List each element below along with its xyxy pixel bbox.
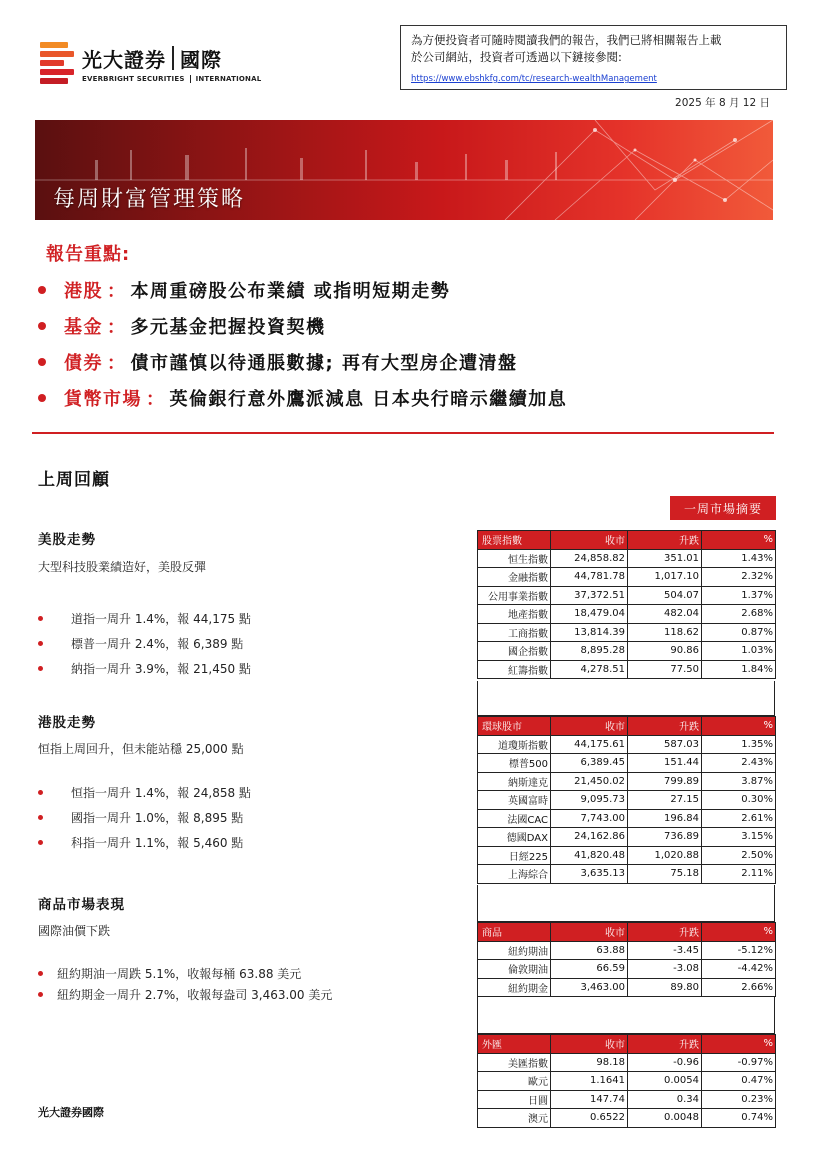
column-header: %	[702, 531, 776, 550]
table-cell: 國企指數	[478, 642, 551, 661]
table-cell: 地產指數	[478, 605, 551, 624]
table-cell: 0.23%	[702, 1090, 776, 1109]
table-cell: 0.87%	[702, 623, 776, 642]
column-header: 收市	[551, 923, 628, 942]
stock-index-table	[477, 530, 776, 679]
column-header: %	[702, 923, 776, 942]
table-row	[478, 1072, 776, 1091]
table-cell: 27.15	[628, 791, 702, 810]
table-row	[478, 549, 776, 568]
table-row	[478, 865, 776, 884]
banner-title: 每周財富管理策略	[53, 187, 246, 212]
table-cell: 1,020.88	[628, 846, 702, 865]
table-cell: 0.30%	[702, 791, 776, 810]
table-cell: 2.68%	[702, 605, 776, 624]
table-cell: 0.74%	[702, 1109, 776, 1128]
table-cell: 18,479.04	[551, 605, 628, 624]
table-cell: 3.15%	[702, 828, 776, 847]
hk-market-title: 港股走勢	[38, 715, 96, 731]
table-row	[478, 1109, 776, 1128]
report-date: 2025 年 8 月 12 日	[675, 97, 770, 109]
table-cell: 21,450.02	[551, 772, 628, 791]
fx-table	[477, 1034, 776, 1128]
highlight-text: 英倫銀行意外鷹派減息 日本央行暗示繼續加息	[169, 389, 568, 410]
table-row	[478, 791, 776, 810]
table-cell: 美匯指數	[478, 1053, 551, 1072]
table-cell: 66.59	[551, 960, 628, 979]
table-row	[478, 828, 776, 847]
table-header-row	[478, 531, 776, 550]
table-row	[478, 1090, 776, 1109]
table-cell: 公用事業指數	[478, 586, 551, 605]
column-header: %	[702, 717, 776, 736]
list-item: 紐約期油一周跌 5.1%，收報每桶 63.88 美元	[38, 963, 332, 984]
market-summary-label: 一周市場摘要	[670, 496, 776, 520]
company-logo	[40, 42, 261, 84]
table-cell: 504.07	[628, 586, 702, 605]
bullet-icon	[38, 971, 43, 976]
table-cell: 118.62	[628, 623, 702, 642]
table-cell: 736.89	[628, 828, 702, 847]
table-header-row	[478, 923, 776, 942]
highlight-label: 基金	[64, 317, 103, 338]
table-row	[478, 1053, 776, 1072]
logo-cn-text: 光大證券	[82, 47, 166, 72]
table-spacer	[477, 885, 775, 922]
table-spacer	[477, 681, 775, 716]
list-item: 科指一周升 1.1%，報 5,460 點	[38, 830, 251, 855]
list-item: 標普一周升 2.4%，報 6,389 點	[38, 631, 251, 656]
table-row	[478, 809, 776, 828]
column-header: 升跌	[628, 717, 702, 736]
column-header: 升跌	[628, 1035, 702, 1054]
commodity-table	[477, 922, 776, 997]
highlight-label: 港股	[64, 281, 103, 302]
bullet-icon	[38, 616, 43, 621]
table-spacer	[477, 996, 775, 1034]
table-cell: 1,017.10	[628, 568, 702, 587]
highlight-label: 債券	[64, 353, 103, 374]
bullet-icon	[38, 358, 46, 366]
notice-line-1: 為方便投資者可隨時閱讀我們的報告，我們已將相關報告上載	[411, 33, 722, 47]
column-header: 收市	[551, 717, 628, 736]
table-cell: -3.08	[628, 960, 702, 979]
us-market-bullets	[38, 606, 251, 681]
table-cell: 37,372.51	[551, 586, 628, 605]
table-cell: -4.42%	[702, 960, 776, 979]
table-cell: 2.11%	[702, 865, 776, 884]
table-cell: 0.0054	[628, 1072, 702, 1091]
column-header: 收市	[551, 531, 628, 550]
column-header: 外匯	[478, 1035, 551, 1054]
table-cell: 98.18	[551, 1053, 628, 1072]
table-cell: -5.12%	[702, 941, 776, 960]
table-cell: 倫敦期油	[478, 960, 551, 979]
table-cell: 6,389.45	[551, 754, 628, 773]
global-market-table	[477, 716, 776, 884]
table-cell: 日圓	[478, 1090, 551, 1109]
table-cell: 3,635.13	[551, 865, 628, 884]
table-cell: 金融指數	[478, 568, 551, 587]
table-row	[478, 754, 776, 773]
table-cell: 90.86	[628, 642, 702, 661]
bullet-icon	[38, 790, 43, 795]
table-cell: 3.87%	[702, 772, 776, 791]
table-cell: -3.45	[628, 941, 702, 960]
table-cell: 44,781.78	[551, 568, 628, 587]
bullet-icon	[38, 840, 43, 845]
table-cell: 工商指數	[478, 623, 551, 642]
list-item: 納指一周升 3.9%，報 21,450 點	[38, 656, 251, 681]
table-cell: 0.0048	[628, 1109, 702, 1128]
footer-company-name: 光大證券國際	[38, 1106, 104, 1119]
table-cell: 1.43%	[702, 549, 776, 568]
bullet-icon	[38, 666, 43, 671]
table-cell: 77.50	[628, 660, 702, 679]
hk-market-summary: 恒指上周回升，但未能站穩 25,000 點	[38, 742, 244, 756]
highlight-item: 基金 ： 多元基金把握投資契機	[38, 308, 567, 344]
highlights-list	[38, 272, 567, 416]
table-cell: 0.6522	[551, 1109, 628, 1128]
bullet-icon	[38, 641, 43, 646]
column-header: %	[702, 1035, 776, 1054]
table-cell: 法國CAC	[478, 809, 551, 828]
highlight-text: 債市謹慎以待通脹數據; 再有大型房企遭清盤	[130, 353, 518, 374]
table-cell: 標普500	[478, 754, 551, 773]
column-header: 商品	[478, 923, 551, 942]
table-row	[478, 978, 776, 997]
list-item: 恒指一周升 1.4%，報 24,858 點	[38, 780, 251, 805]
logo-en-text: EVERBRIGHT SECURITIES	[82, 74, 185, 83]
table-row	[478, 660, 776, 679]
website-notice-box	[400, 25, 787, 90]
logo-cn-text-2: 國際	[180, 47, 222, 72]
bullet-icon	[38, 286, 46, 294]
table-cell: 1.84%	[702, 660, 776, 679]
logo-en-text-2: INTERNATIONAL	[195, 74, 262, 83]
highlights-heading: 報告重點:	[46, 244, 131, 265]
table-cell: 英國富時	[478, 791, 551, 810]
bullet-icon	[38, 322, 46, 330]
table-cell: 恒生指數	[478, 549, 551, 568]
table-cell: -0.97%	[702, 1053, 776, 1072]
table-cell: 2.32%	[702, 568, 776, 587]
table-cell: 13,814.39	[551, 623, 628, 642]
table-row	[478, 960, 776, 979]
table-row	[478, 605, 776, 624]
table-row	[478, 586, 776, 605]
table-cell: 63.88	[551, 941, 628, 960]
table-cell: 89.80	[628, 978, 702, 997]
table-cell: 9,095.73	[551, 791, 628, 810]
table-cell: 7,743.00	[551, 809, 628, 828]
table-cell: -0.96	[628, 1053, 702, 1072]
table-cell: 4,278.51	[551, 660, 628, 679]
hk-market-bullets	[38, 780, 251, 855]
column-header: 收市	[551, 1035, 628, 1054]
table-cell: 紐約期油	[478, 941, 551, 960]
table-cell: 澳元	[478, 1109, 551, 1128]
table-cell: 41,820.48	[551, 846, 628, 865]
table-cell: 799.89	[628, 772, 702, 791]
table-cell: 1.37%	[702, 586, 776, 605]
table-cell: 日經225	[478, 846, 551, 865]
column-header: 股票指數	[478, 531, 551, 550]
column-header: 升跌	[628, 923, 702, 942]
us-market-summary: 大型科技股業績造好，美股反彈	[38, 560, 207, 574]
notice-line-2: 於公司網站，投資者可透過以下鏈接參閱:	[411, 50, 622, 64]
table-cell: 0.34	[628, 1090, 702, 1109]
commodity-summary: 國際油價下跌	[38, 924, 111, 938]
table-row	[478, 735, 776, 754]
table-row	[478, 772, 776, 791]
bullet-icon	[38, 992, 43, 997]
table-row	[478, 846, 776, 865]
highlight-text: 本周重磅股公布業績 或指明短期走勢	[130, 281, 451, 302]
table-cell: 0.47%	[702, 1072, 776, 1091]
commodity-bullets	[38, 963, 332, 1005]
table-cell: 351.01	[628, 549, 702, 568]
table-cell: 24,162.86	[551, 828, 628, 847]
commodity-title: 商品市場表現	[38, 897, 125, 913]
table-cell: 1.1641	[551, 1072, 628, 1091]
table-row	[478, 568, 776, 587]
table-row	[478, 642, 776, 661]
table-cell: 2.66%	[702, 978, 776, 997]
section-divider	[32, 432, 774, 434]
table-cell: 納斯達克	[478, 772, 551, 791]
table-cell: 147.74	[551, 1090, 628, 1109]
table-cell: 歐元	[478, 1072, 551, 1091]
table-cell: 紐約期金	[478, 978, 551, 997]
bullet-icon	[38, 815, 43, 820]
column-header: 環球股市	[478, 717, 551, 736]
table-cell: 紅籌指數	[478, 660, 551, 679]
table-cell: 上海綜合	[478, 865, 551, 884]
table-cell: 24,858.82	[551, 549, 628, 568]
table-cell: 3,463.00	[551, 978, 628, 997]
list-item: 道指一周升 1.4%，報 44,175 點	[38, 606, 251, 631]
list-item: 紐約期金一周升 2.7%，收報每盎司 3,463.00 美元	[38, 984, 332, 1005]
table-cell: 2.50%	[702, 846, 776, 865]
highlight-item: 債券 ： 債市謹慎以待通脹數據; 再有大型房企遭清盤	[38, 344, 567, 380]
table-cell: 44,175.61	[551, 735, 628, 754]
logo-mark-icon	[40, 42, 74, 84]
highlight-label: 貨幣市場	[64, 389, 142, 410]
report-banner	[35, 120, 773, 220]
highlight-text: 多元基金把握投資契機	[130, 317, 326, 338]
table-cell: 1.35%	[702, 735, 776, 754]
table-cell: 1.03%	[702, 642, 776, 661]
research-link[interactable]: https://www.ebshkfg.com/tc/research-wealthManagement	[411, 74, 657, 84]
table-cell: 8,895.28	[551, 642, 628, 661]
table-cell: 2.43%	[702, 754, 776, 773]
table-cell: 2.61%	[702, 809, 776, 828]
table-cell: 151.44	[628, 754, 702, 773]
table-cell: 587.03	[628, 735, 702, 754]
highlight-item: 貨幣市場 ： 英倫銀行意外鷹派減息 日本央行暗示繼續加息	[38, 380, 567, 416]
table-cell: 196.84	[628, 809, 702, 828]
table-header-row	[478, 1035, 776, 1054]
bullet-icon	[38, 394, 46, 402]
table-row	[478, 623, 776, 642]
table-cell: 75.18	[628, 865, 702, 884]
table-row	[478, 941, 776, 960]
list-item: 國指一周升 1.0%，報 8,895 點	[38, 805, 251, 830]
table-cell: 482.04	[628, 605, 702, 624]
table-cell: 道瓊斯指數	[478, 735, 551, 754]
review-title: 上周回顧	[38, 470, 110, 490]
table-header-row	[478, 717, 776, 736]
column-header: 升跌	[628, 531, 702, 550]
highlight-item: 港股 ： 本周重磅股公布業績 或指明短期走勢	[38, 272, 567, 308]
us-market-title: 美股走勢	[38, 532, 96, 548]
table-cell: 德國DAX	[478, 828, 551, 847]
